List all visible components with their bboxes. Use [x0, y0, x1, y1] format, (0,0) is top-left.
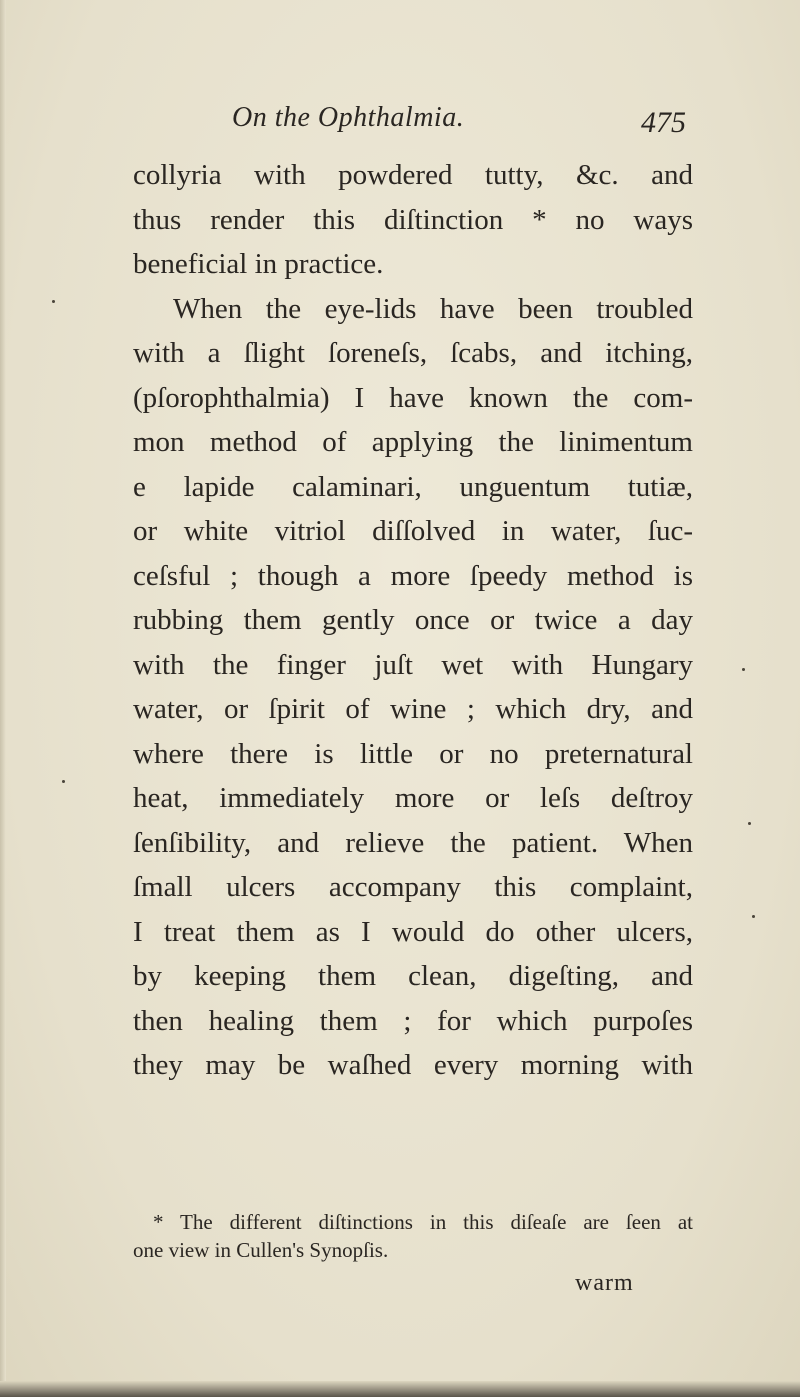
footnote-line: one view in Cullen's Synopſis.	[133, 1238, 389, 1262]
text-line: beneficial in practice.	[133, 248, 384, 280]
page-left-edge	[0, 0, 6, 1397]
text-line: heat, immediately more or leſs deſtroy	[133, 782, 693, 814]
text-line: where there is little or no preternatural	[133, 737, 693, 770]
text-line: ſmall ulcers accompany this complaint,	[133, 871, 693, 903]
text-line: (pſorophthalmia) I have known the com-	[133, 381, 693, 414]
paper-speck	[748, 822, 751, 825]
body-text	[133, 153, 693, 1088]
text-line: I treat them as I would do other ulcers,	[133, 915, 693, 948]
text-line: ceſsful ; though a more ſpeedy method is	[133, 559, 693, 592]
footnote-line: * The different diſtinctions in this diſeaſe are ſeen at	[153, 1210, 693, 1234]
text-line: thus render this diſtinction * no ways	[133, 203, 693, 236]
paper-speck	[752, 915, 755, 918]
page-bottom-edge	[0, 1381, 800, 1397]
text-line: ſenſibility, and relieve the patient. When	[133, 826, 693, 859]
text-line: with a ſlight ſoreneſs, ſcabs, and itching,	[133, 337, 693, 369]
catchword: warm	[575, 1270, 634, 1296]
text-line: water, or ſpirit of wine ; which dry, and	[133, 693, 693, 725]
paper-speck	[52, 300, 55, 303]
text-line: with the finger juſt wet with Hungary	[133, 648, 693, 681]
paper-speck	[742, 668, 745, 671]
text-line: by keeping them clean, digeſting, and	[133, 960, 693, 992]
text-line: collyria with powdered tutty, &c. and	[133, 159, 693, 191]
footnote	[133, 1208, 693, 1264]
text-line: they may be waſhed every morning with	[133, 1049, 693, 1081]
text-line: When the eye-lids have been troubled	[173, 292, 693, 325]
running-title: On the Ophthalmia.	[232, 102, 465, 133]
text-line: mon method of applying the linimentum	[133, 426, 693, 458]
paper-speck	[62, 780, 65, 783]
text-line: rubbing them gently once or twice a day	[133, 604, 693, 636]
text-line: or white vitriol diſſolved in water, ſuc-	[133, 515, 693, 547]
page-number: 475	[641, 106, 686, 139]
text-line: e lapide calaminari, unguentum tutiæ,	[133, 470, 693, 503]
text-line: then healing them ; for which purpoſes	[133, 1004, 693, 1037]
page-header	[0, 102, 800, 142]
